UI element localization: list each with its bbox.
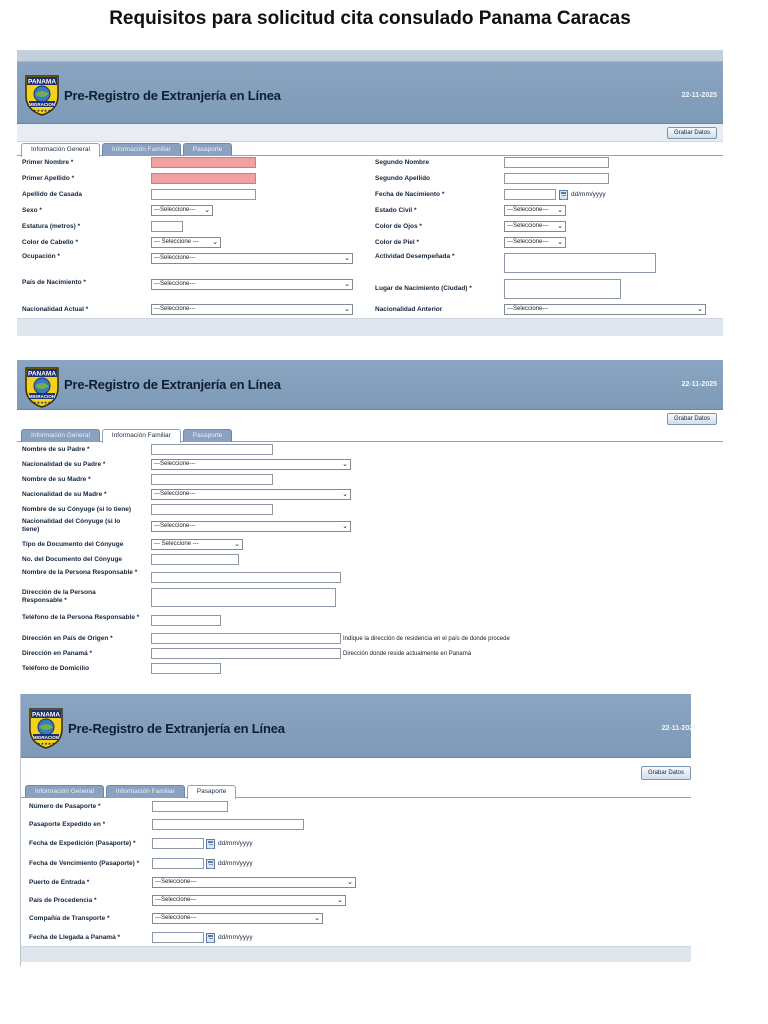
- color-ojos-select[interactable]: ---Seleccione--- ⌄: [504, 221, 566, 232]
- lugar-nacimiento-textarea[interactable]: [504, 279, 621, 299]
- label-sexo: Sexo *: [22, 207, 42, 214]
- chevron-down-icon: ⌄: [344, 255, 350, 262]
- tab-informacion-familiar[interactable]: Información Familiar: [102, 143, 181, 156]
- date-format-hint: dd/mm/yyyy: [218, 934, 253, 941]
- tab-informacion-general[interactable]: Información General: [25, 785, 104, 798]
- svg-text:★★★★★: ★★★★★: [33, 108, 51, 113]
- migracion-logo-icon: [22, 70, 62, 116]
- puerto-entrada-select[interactable]: ---Seleccione--- ⌄: [152, 877, 356, 888]
- label-primer-nombre: Primer Nombre *: [22, 159, 74, 166]
- calendar-icon[interactable]: [559, 190, 568, 200]
- toolbar: [17, 124, 723, 142]
- current-date: 22-11-2025: [681, 381, 717, 388]
- dir-panama-input[interactable]: [151, 648, 341, 659]
- panel-familiar: [17, 360, 723, 682]
- tipo-doc-conyuge-select[interactable]: --- Seleccione --- ⌄: [151, 539, 243, 550]
- top-strip: [17, 50, 723, 62]
- no-doc-conyuge-input[interactable]: [151, 554, 239, 565]
- tab-informacion-general[interactable]: Información General: [21, 143, 100, 157]
- app-title: Pre-Registro de Extranjería en Línea: [68, 721, 285, 736]
- chevron-down-icon: ⌄: [697, 306, 703, 313]
- svg-text:★★★★★: ★★★★★: [37, 741, 55, 746]
- general-form: [17, 156, 723, 318]
- save-button[interactable]: Grabar Datos: [641, 766, 691, 780]
- label-nombre-conyuge: Nombre de su Cónyuge (si lo tiene): [22, 506, 132, 513]
- label-dir-panama: Dirección en Panamá *: [22, 650, 93, 657]
- tab-pasaporte[interactable]: Pasaporte: [183, 429, 233, 442]
- segundo-nombre-input[interactable]: [504, 157, 609, 168]
- chevron-down-icon: ⌄: [342, 523, 348, 530]
- label-nac-madre: Nacionalidad de su Madre *: [22, 491, 107, 498]
- fecha-expedicion-input[interactable]: [152, 838, 204, 849]
- date-format-hint: dd/mm/yyyy: [218, 860, 253, 867]
- nac-padre-select[interactable]: ---Seleccione--- ⌄: [151, 459, 351, 470]
- estado-civil-select[interactable]: ---Seleccione--- ⌄: [504, 205, 566, 216]
- date-format-hint: dd/mm/yyyy: [218, 840, 253, 847]
- app-banner: [21, 694, 697, 758]
- color-cabello-select[interactable]: --- Seleccione --- ⌄: [151, 237, 221, 248]
- chevron-down-icon: ⌄: [347, 879, 353, 886]
- app-banner: [17, 62, 723, 124]
- toolbar: [17, 410, 723, 428]
- label-nac-conyuge: Nacionalidad del Cónyuge (si lo tiene): [22, 518, 121, 533]
- apellido-casada-input[interactable]: [151, 189, 256, 200]
- label-tel-domicilio: Teléfono de Domicilio: [22, 665, 90, 672]
- dir-origen-hint: Indique la dirección de residencia en el país de donde procede: [343, 636, 510, 642]
- label-color-piel: Color de Piel *: [375, 239, 420, 246]
- current-date: 22-11-2025: [681, 92, 717, 99]
- label-expedido-en: Pasaporte Expedido en *: [29, 821, 106, 828]
- chevron-down-icon: ⌄: [314, 915, 320, 922]
- migracion-logo-icon: [26, 703, 66, 749]
- panel-general: [17, 50, 723, 346]
- footer-strip: [17, 318, 723, 336]
- tab-bar: [17, 428, 723, 442]
- nombre-padre-input[interactable]: [151, 444, 273, 455]
- footer-strip: [21, 946, 691, 962]
- segundo-apellido-input[interactable]: [504, 173, 609, 184]
- tab-bar: [17, 142, 723, 156]
- pasaporte-form: [21, 798, 691, 946]
- fecha-vencimiento-input[interactable]: [152, 858, 204, 869]
- label-tipo-doc-conyuge: Tipo de Documento del Cónyuge: [22, 541, 124, 548]
- label-nacionalidad-anterior: Nacionalidad Anterior: [375, 306, 443, 313]
- panel-pasaporte: [20, 694, 697, 966]
- label-segundo-apellido: Segundo Apellido: [375, 175, 431, 182]
- calendar-icon[interactable]: [206, 859, 215, 869]
- migracion-logo-icon: [22, 362, 62, 408]
- label-color-ojos: Color de Ojos *: [375, 223, 422, 230]
- tab-informacion-familiar[interactable]: Información Familiar: [106, 785, 185, 798]
- estatura-input[interactable]: [151, 221, 183, 232]
- color-piel-select[interactable]: ---Seleccione--- ⌄: [504, 237, 566, 248]
- nombre-responsable-input[interactable]: [151, 572, 341, 583]
- chevron-down-icon: ⌄: [557, 223, 563, 230]
- tab-informacion-general[interactable]: Información General: [21, 429, 100, 442]
- label-lugar-nacimiento: Lugar de Nacimiento (Ciudad) *: [375, 285, 472, 292]
- nac-conyuge-select[interactable]: ---Seleccione--- ⌄: [151, 521, 351, 532]
- chevron-down-icon: ⌄: [342, 491, 348, 498]
- svg-text:★★★★★: ★★★★★: [33, 400, 51, 405]
- chevron-down-icon: ⌄: [344, 306, 350, 313]
- page-title: Requisitos para solicitud cita consulado Panama Caracas: [109, 8, 631, 29]
- label-dir-origen: Dirección en País de Origen *: [22, 635, 113, 642]
- nac-madre-select[interactable]: ---Seleccione--- ⌄: [151, 489, 351, 500]
- svg-text:PANAMA: PANAMA: [27, 78, 57, 86]
- label-estatura: Estatura (metros) *: [22, 223, 81, 230]
- current-date: 22-11-2025: [661, 725, 697, 732]
- tab-pasaporte[interactable]: Pasaporte: [183, 143, 233, 156]
- svg-text:MIGRACION: MIGRACION: [28, 393, 56, 399]
- app-banner: [17, 360, 723, 410]
- label-no-doc-conyuge: No. del Documento del Cónyuge: [22, 556, 123, 563]
- app-title: Pre-Registro de Extranjería en Línea: [64, 88, 281, 103]
- primer-apellido-input[interactable]: [151, 173, 256, 184]
- chevron-down-icon: ⌄: [337, 897, 343, 904]
- label-color-cabello: Color de Cabello *: [22, 239, 78, 246]
- fecha-llegada-input[interactable]: [152, 932, 204, 943]
- label-numero-pasaporte: Número de Pasaporte *: [29, 803, 101, 810]
- label-fecha-expedicion: Fecha de Expedición (Pasaporte) *: [29, 840, 136, 847]
- svg-text:MIGRACION: MIGRACION: [32, 734, 60, 740]
- label-pais-nacimiento: País de Nacimiento *: [22, 279, 86, 286]
- familiar-form: [17, 442, 723, 682]
- label-nombre-madre: Nombre de su Madre *: [22, 476, 91, 483]
- nombre-conyuge-input[interactable]: [151, 504, 273, 515]
- label-estado-civil: Estado Civil *: [375, 207, 417, 214]
- label-fecha-vencimiento: Fecha de Vencimiento (Pasaporte) *: [29, 860, 140, 867]
- tel-domicilio-input[interactable]: [151, 663, 221, 674]
- label-pais-procedencia: País de Procedencia *: [29, 897, 97, 904]
- label-fecha-nacimiento: Fecha de Nacimiento *: [375, 191, 445, 198]
- ocupacion-select[interactable]: ---Seleccione--- ⌄: [151, 253, 353, 264]
- chevron-down-icon: ⌄: [342, 461, 348, 468]
- label-compania-transporte: Compañía de Transporte *: [29, 915, 110, 922]
- label-apellido-casada: Apellido de Casada: [22, 191, 82, 198]
- sexo-select[interactable]: ---Seleccione--- ⌄: [151, 205, 213, 216]
- primer-nombre-input[interactable]: [151, 157, 256, 168]
- svg-text:PANAMA: PANAMA: [31, 711, 61, 719]
- fecha-nacimiento-input[interactable]: [504, 189, 556, 200]
- label-nombre-responsable: Nombre de la Persona Responsable *: [22, 569, 138, 576]
- tab-pasaporte[interactable]: Pasaporte: [187, 785, 237, 799]
- label-direccion-responsable: Dirección de la Persona Responsable *: [22, 589, 96, 604]
- label-ocupacion: Ocupación *: [22, 253, 60, 260]
- save-button[interactable]: Grabar Datos: [667, 127, 717, 139]
- chevron-down-icon: ⌄: [212, 239, 218, 246]
- label-telefono-responsable: Teléfono de la Persona Responsable *: [22, 614, 140, 621]
- save-button[interactable]: Grabar Datos: [667, 413, 717, 425]
- label-primer-apellido: Primer Apellido *: [22, 175, 75, 182]
- chevron-down-icon: ⌄: [557, 239, 563, 246]
- tab-bar: [21, 784, 691, 798]
- expedido-en-input[interactable]: [152, 819, 304, 830]
- dir-panama-hint: Dirección donde reside actualmente en Panamá: [343, 651, 472, 657]
- nacionalidad-anterior-select[interactable]: ---Seleccione--- ⌄: [504, 304, 706, 315]
- chevron-down-icon: ⌄: [204, 207, 210, 214]
- pais-procedencia-select[interactable]: ---Seleccione--- ⌄: [152, 895, 346, 906]
- tab-informacion-familiar[interactable]: Información Familiar: [102, 429, 181, 443]
- calendar-icon[interactable]: [206, 839, 215, 849]
- nacionalidad-actual-select[interactable]: ---Seleccione--- ⌄: [151, 304, 353, 315]
- actividad-textarea[interactable]: [504, 253, 656, 273]
- date-format-hint: dd/mm/yyyy: [571, 191, 606, 198]
- chevron-down-icon: ⌄: [234, 541, 240, 548]
- label-fecha-llegada: Fecha de Llegada a Panamá *: [29, 934, 121, 941]
- telefono-responsable-input[interactable]: [151, 615, 221, 626]
- pais-nacimiento-select[interactable]: ---Seleccione--- ⌄: [151, 279, 353, 290]
- svg-text:MIGRACION: MIGRACION: [28, 101, 56, 107]
- label-puerto-entrada: Puerto de Entrada *: [29, 879, 90, 886]
- label-segundo-nombre: Segundo Nombre: [375, 159, 430, 166]
- dir-origen-input[interactable]: [151, 633, 341, 644]
- label-nac-padre: Nacionalidad de su Padre *: [22, 461, 106, 468]
- label-nacionalidad-actual: Nacionalidad Actual *: [22, 306, 89, 313]
- direccion-responsable-textarea[interactable]: [151, 588, 336, 607]
- calendar-icon[interactable]: [206, 933, 215, 943]
- app-title: Pre-Registro de Extranjería en Línea: [64, 377, 281, 392]
- chevron-down-icon: ⌄: [344, 281, 350, 288]
- numero-pasaporte-input[interactable]: [152, 801, 228, 812]
- svg-text:PANAMA: PANAMA: [27, 370, 57, 378]
- compania-transporte-select[interactable]: ---Seleccione--- ⌄: [152, 913, 323, 924]
- nombre-madre-input[interactable]: [151, 474, 273, 485]
- label-actividad: Actividad Desempeñada *: [375, 253, 455, 260]
- chevron-down-icon: ⌄: [557, 207, 563, 214]
- label-nombre-padre: Nombre de su Padre *: [22, 446, 90, 453]
- toolbar: [21, 758, 691, 784]
